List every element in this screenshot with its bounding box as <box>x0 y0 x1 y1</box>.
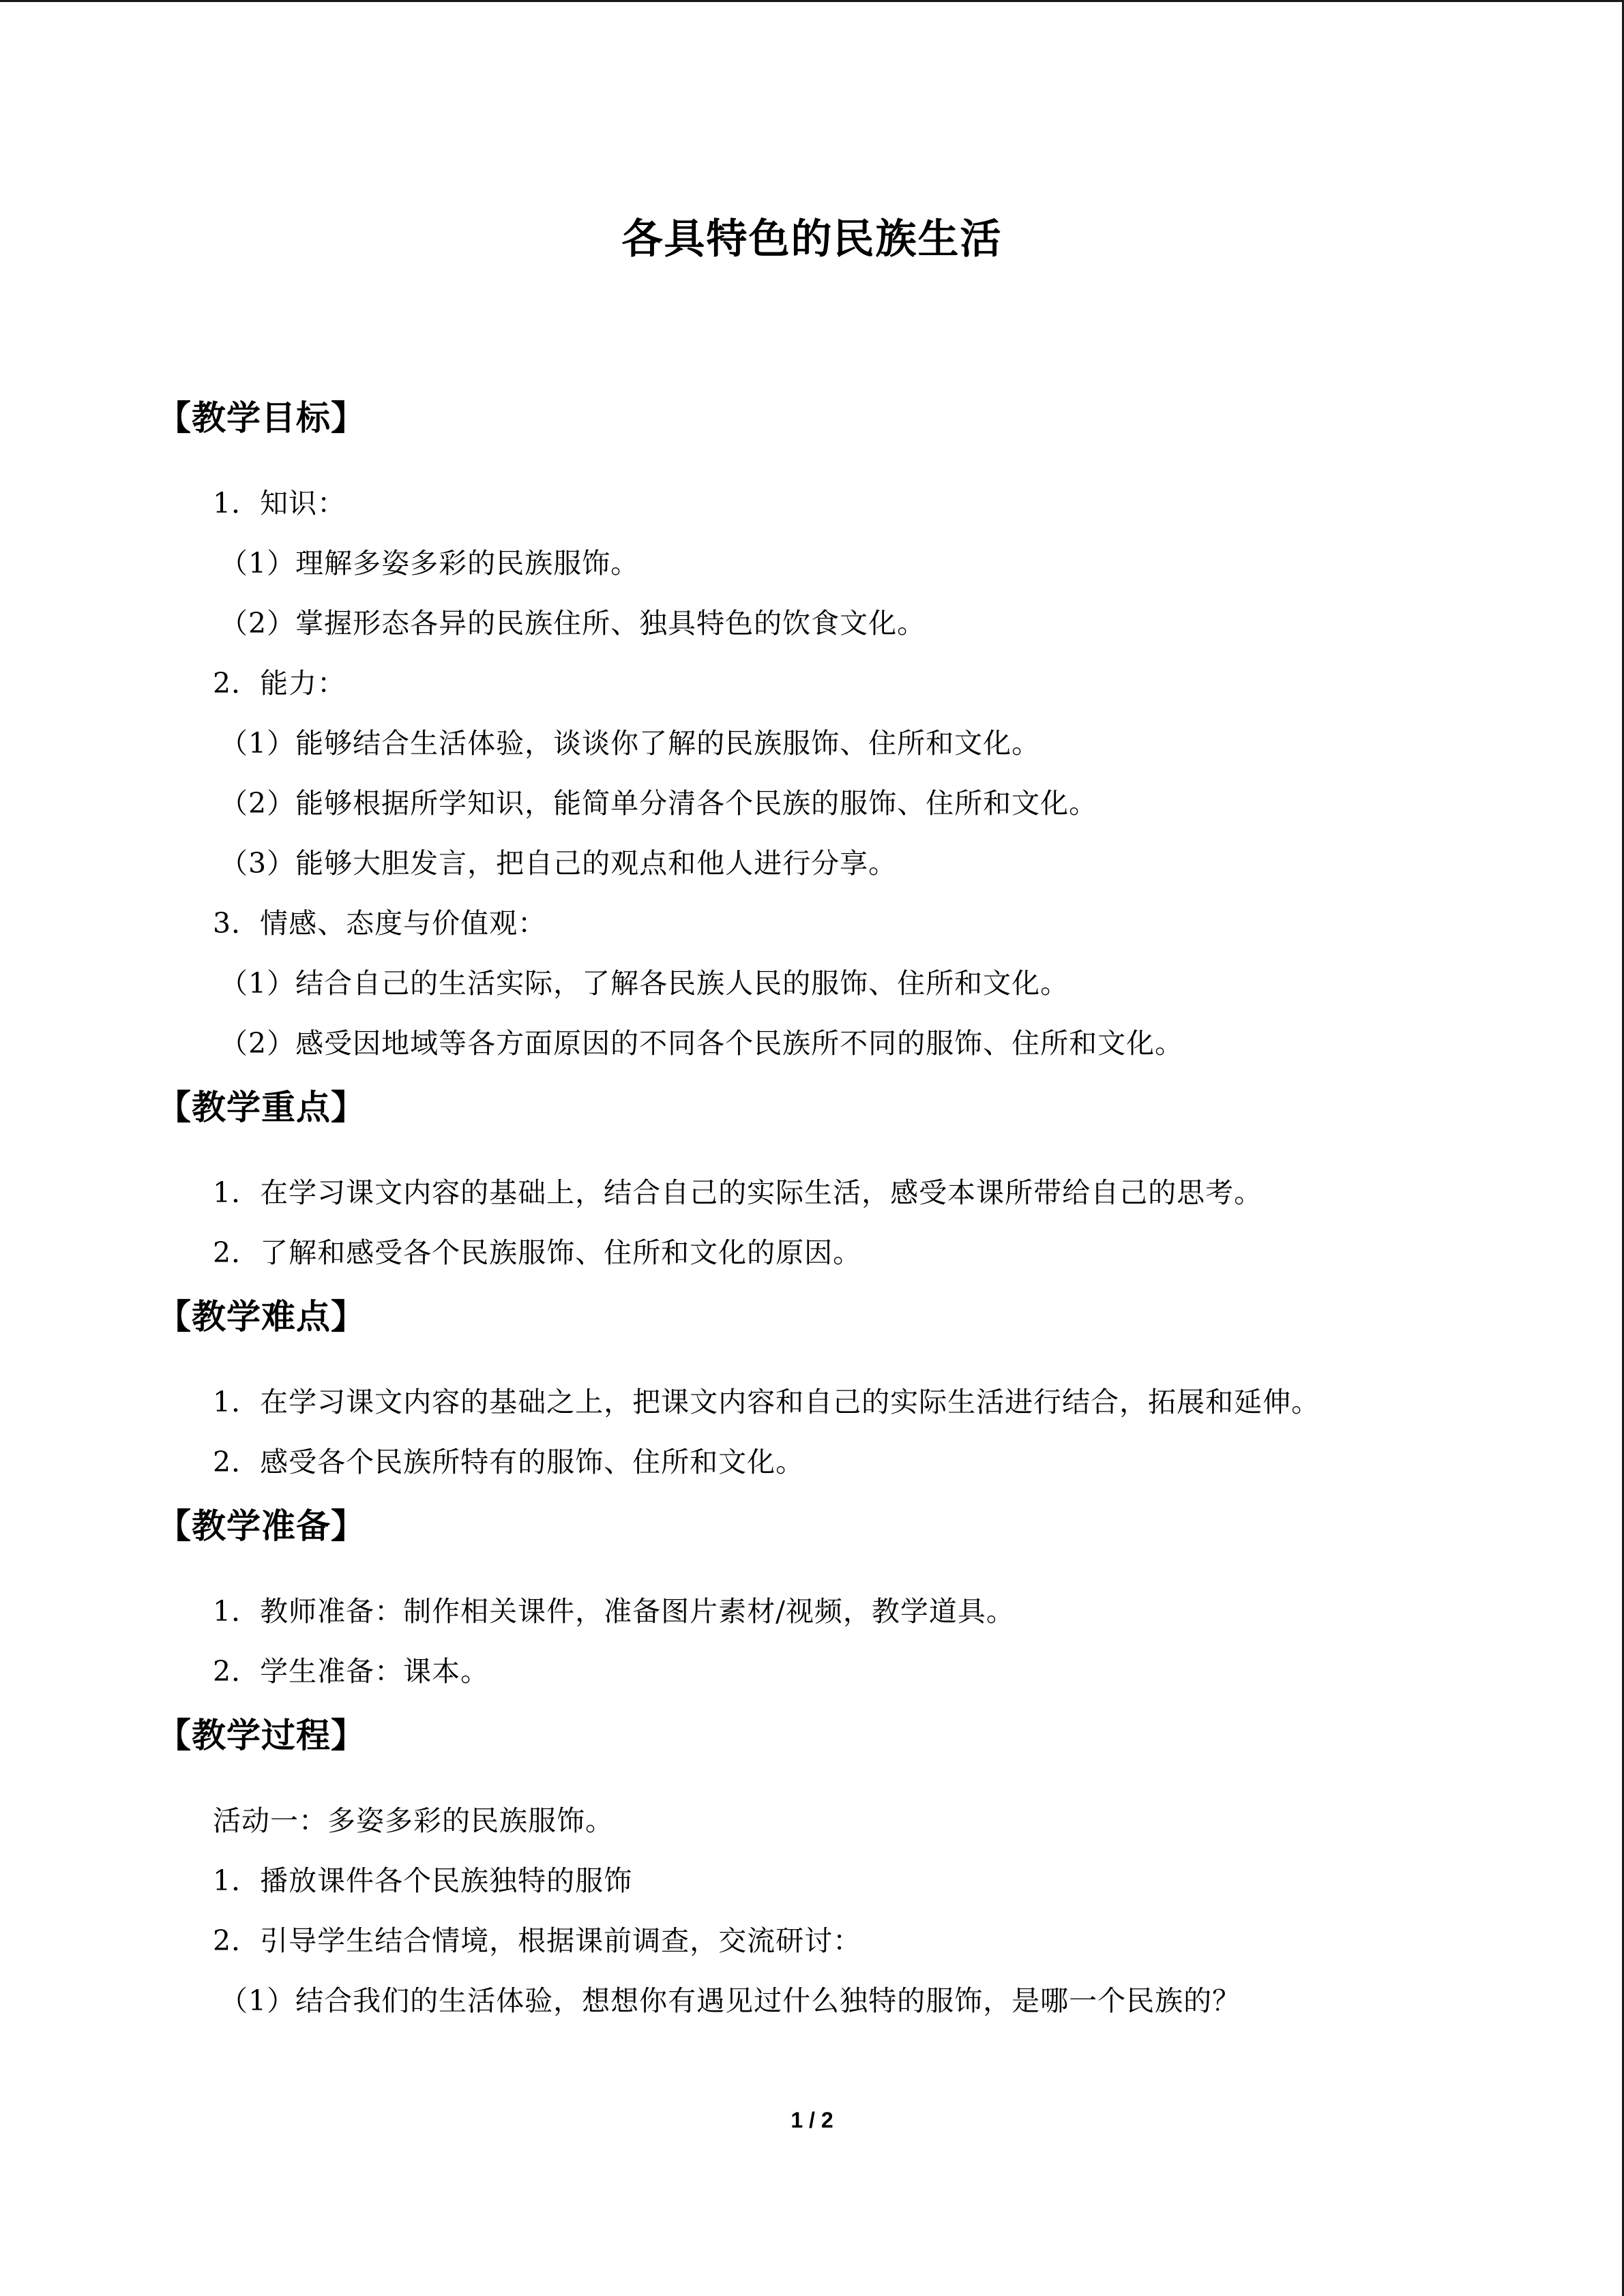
objective-emotion-item-2: （2）感受因地域等各方面原因的不同各个民族所不同的服饰、住所和文化。 <box>220 1027 1184 1060</box>
process-step-2: 2．引导学生结合情境，根据课前调查，交流研讨： <box>213 1924 862 1957</box>
objective-emotion-item-1: （1）结合自己的生活实际，了解各民族人民的服饰、住所和文化。 <box>220 967 1069 1000</box>
process-step-1: 1．播放课件各个民族独特的服饰 <box>213 1864 633 1897</box>
section-heading-teaching-process: 【教学过程】 <box>157 1716 366 1755</box>
focus-item-1: 1．在学习课文内容的基础上，结合自己的实际生活，感受本课所带给自己的思考。 <box>213 1176 1263 1209</box>
document-title: 各具特色的民族生活 <box>621 215 1003 263</box>
process-activity-one: 活动一：多姿多彩的民族服饰。 <box>213 1804 614 1837</box>
preparation-student: 2．学生准备：课本。 <box>213 1655 490 1688</box>
focus-item-2: 2．了解和感受各个民族服饰、住所和文化的原因。 <box>213 1236 862 1269</box>
objective-knowledge-item-1: （1）理解多姿多彩的民族服饰。 <box>220 547 640 580</box>
section-heading-teaching-focus: 【教学重点】 <box>157 1088 366 1127</box>
objective-ability-item-3: （3）能够大胆发言，把自己的观点和他人进行分享。 <box>220 847 898 880</box>
section-heading-teaching-difficulty: 【教学难点】 <box>157 1297 366 1337</box>
objective-knowledge-label: 1．知识： <box>213 487 346 520</box>
section-heading-teaching-objectives: 【教学目标】 <box>157 398 366 438</box>
difficulty-item-1: 1．在学习课文内容的基础之上，把课文内容和自己的实际生活进行结合，拓展和延伸。 <box>213 1386 1320 1418</box>
section-heading-teaching-preparation: 【教学准备】 <box>157 1506 366 1546</box>
objective-ability-item-2: （2）能够根据所学知识，能简单分清各个民族的服饰、住所和文化。 <box>220 787 1098 820</box>
objective-ability-label: 2．能力： <box>213 667 346 700</box>
page-indicator: 1 / 2 <box>791 2108 833 2132</box>
preparation-teacher: 1．教师准备：制作相关课件，准备图片素材/视频，教学道具。 <box>213 1595 1015 1628</box>
objective-ability-item-1: （1）能够结合生活体验，谈谈你了解的民族服饰、住所和文化。 <box>220 727 1041 760</box>
objective-emotion-label: 3．情感、态度与价值观： <box>213 907 547 940</box>
difficulty-item-2: 2．感受各个民族所特有的服饰、住所和文化。 <box>213 1446 805 1478</box>
objective-knowledge-item-2: （2）掌握形态各异的民族住所、独具特色的饮食文化。 <box>220 607 926 640</box>
process-step-2-item-1: （1）结合我们的生活体验，想想你有遇见过什么独特的服饰，是哪一个民族的？ <box>220 1984 1241 2017</box>
